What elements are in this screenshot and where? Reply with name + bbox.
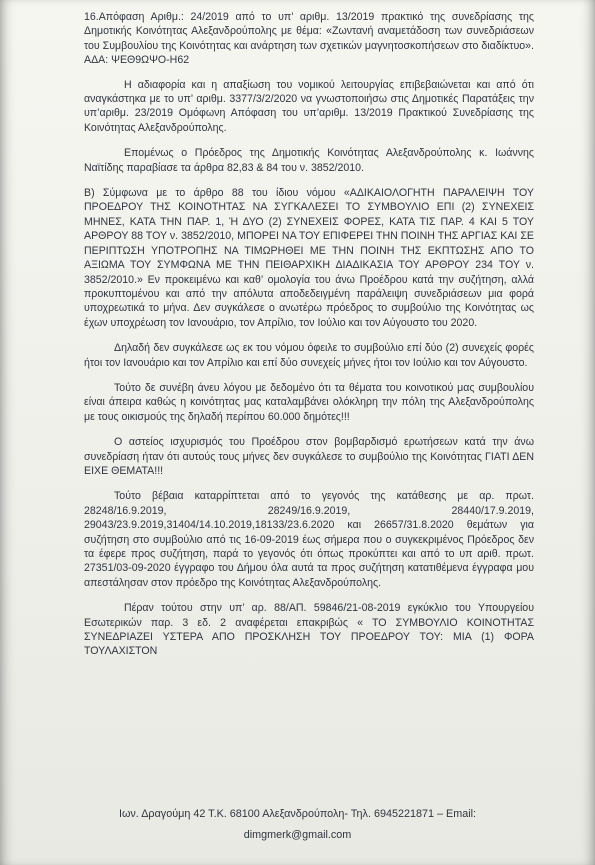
- document-body: [84, 10, 534, 670]
- paragraph-circular: Πέραν τούτου στην υπ’ αρ. 88/ΑΠ. 59846/21-08-2019 εγκύκλιο του Υπουργείου Εσωτερικών παρ. 3 εδ. 2 αναφέρεται επακριβώς « ΤΟ ΣΥΜΒΟΥΛΙΟ ΚΟΙΝΟΤΗΤΑΣ ΣΥΝΕΔΡΙΑΖΕΙ ΥΣΤΕΡΑ ΑΠΟ ΠΡΟΣΚΛΗΣΗ ΤΟΥ ΠΡΟΕΔΡΟΥ ΤΟΥ: ΜΙΑ (1) ΦΟΡΑ ΤΟΥΛΑΧΙΣΤΟΝ: [84, 602, 534, 658]
- paragraph-decision-16: 16.Απόφαση Αριθμ.: 24/2019 από το υπ’ αριθμ. 13/2019 πρακτικό της συνεδρίασης της Δημοτικής Κοινότητας Αλεξανδρούπολης με θέμα: «Ζωντανή αναμετάδοση των συνεδριάσεων του Συμβουλίου της Κοινότητας και ανάρτηση των σχετικών μαγνητοσκοπήσεων στο διαδίκτυο». ΑΔΑ: ΨΕΘ9ΩΨΟ-Η62: [84, 11, 534, 67]
- paragraph-indifference: Η αδιαφορία και η απαξίωση του νομικού λειτουργίας επιβεβαιώνεται και από ότι αναγκάστηκα με το υπ’ αριθμ. 3377/3/2/2020 να γνωστοποιήσω στις Δημοτικές Παρατάξεις την υπ’αριθμ. 23/2019 Ομόφωνη Απόφαση του υπ’αριθμ. 13/2019 Πρακτικού Συνεδρίασης της Κοινότητας Αλεξανδρούπολης.: [84, 78, 534, 134]
- paragraph-not-convened: Δηλαδή δεν συγκάλεσε ως εκ του νόμου όφειλε το συμβούλιο επί δύο (2) συνεχείς φορές ήτοι τον Ιανουάριο και τον Απρίλιο και επί δύο συνεχείς μήνες ήτοι τον Ιούλιο και τον Αύγουστο.: [84, 342, 534, 369]
- paragraph-without-reason: Τούτο δε συνέβη άνευ λόγου με δεδομένο ότι τα θέματα του κοινοτικού μας συμβουλίου είναι άπειρα καθώς η κοινότητας μας καταλαμβάνει ολόκληρη την πόλη της Αλεξανδρούπολης με τους οικισμούς της δηλαδή περίπου 60.000 δημότες!!!: [84, 381, 534, 423]
- paragraph-violation: Επομένως ο Πρόεδρος της Δημοτικής Κοινότητας Αλεξανδρούπολης κ. Ιωάννης Ναϊτίδης παραβίασε τα άρθρα 82,83 & 84 του ν. 3852/2010.: [84, 147, 534, 174]
- paragraph-claim: Ο αστείος ισχυρισμός του Προέδρου στον βομβαρδισμό ερωτήσεων κατά την άνω συνεδρίαση ήταν ότι αυτούς τους μήνες δεν συγκάλεσε το συμβούλιο της Κοινότητας ΓΙΑΤΙ ΔΕΝ ΕΙΧΕ ΘΕΜΑΤΑ!!!: [84, 436, 534, 477]
- paragraph-refuted: Τούτο βέβαια καταρρίπτεται από το γεγονός της κατάθεσης με αρ. πρωτ. 28248/16.9.2019, 28249/16.9.2019, 28440/17.9.2019, 29043/23.9.2019,31404/14.10.2019,18133/23.6.2020 και 26657/31.8.2020 θεμάτων για συζήτηση στο συμβούλιο από τις 16-09-2019 έως σήμερα που ο συγκεκριμένος Πρόεδρος δεν τα έφερε προς συζήτηση, παρά το γεγονός ότι όπως προκύπτει και από το υπ αριθ. πρωτ. 27351/03-09-2020 έγγραφο του Δήμου όλα αυτά τα προς συζήτηση κατατιθέμενα έγγραφα μου απεστάλησαν στον πρόεδρο της Κοινότητας Αλεξανδρούπολης.: [84, 490, 534, 589]
- page-footer: [50, 804, 545, 846]
- footer-email: dimgmerk@gmail.com: [243, 829, 352, 841]
- paragraph-article-88: Β) Σύμφωνα με το άρθρο 88 του ίδιου νόμου «ΑΔΙΚΑΙΟΛΟΓΗΤΗ ΠΑΡΑΛΕΙΨΗ ΤΟΥ ΠΡΟΕΔΡΟΥ ΤΗΣ ΚΟΙΝΟΤΗΤΑΣ ΝΑ ΣΥΓΚΑΛΕΣΕΙ ΤΟ ΣΥΜΒΟΥΛΙΟ ΕΠΙ (2) ΣΥΝΕΧΕΙΣ ΜΗΝΕΣ, ΚΑΤΑ ΤΗΝ ΠΑΡ. 1, Ή ΔΥΟ (2) ΣΥΝΕΧΕΙΣ ΦΟΡΕΣ, ΚΑΤΑ ΤΙΣ ΠΑΡ. 4 ΚΑΙ 5 ΤΟΥ ΑΡΘΡΟΥ 88 ΤΟΥ ν. 3852/2010, ΜΠΟΡΕΙ ΝΑ ΤΟΥ ΕΠΙΦΕΡΕΙ ΤΗΝ ΠΟΙΝΗ ΤΗΣ ΑΡΓΙΑΣ ΚΑΙ ΣΕ ΠΕΡΙΠΤΩΣΗ ΥΠΟΤΡΟΠΗΣ ΝΑ ΤΙΜΩΡΗΘΕΙ ΜΕ ΤΗΝ ΠΟΙΝΗ ΤΗΣ ΕΚΠΤΩΣΗΣ ΑΠΟ ΤΟ ΑΞΙΩΜΑ ΤΟΥ ΣΥΜΦΩΝΑ ΜΕ ΤΗΝ ΠΕΙΘΑΡΧΙΚΗ ΔΙΑΔΙΚΑΣΙΑ ΤΟΥ ΑΡΘΡΟΥ 234 ΤΟΥ ν. 3852/2010.» Εν προκειμένω και καθ’ ομολογία του άνω Προέδρου κατά την συζήτηση, αλλά προκυπτομένου και από την απόλυτα αποδεδειγμένη παράλειψη συνεδριάσεων μια φορά υποχρεωτικά το μήνα. Δεν συγκάλεσε ο ανωτέρω πρόεδρος το συμβούλιο της Κοινότητας ως έχων υποχρέωση τον Ιανουάριο, τον Απρίλιο, τον Ιούλιο και τον Αύγουστο του 2020.: [84, 187, 534, 329]
- footer-address: Ιων. Δραγούμη 42 Τ.Κ. 68100 Αλεξανδρούπολη- Τηλ. 6945221871 – Email:: [118, 808, 477, 820]
